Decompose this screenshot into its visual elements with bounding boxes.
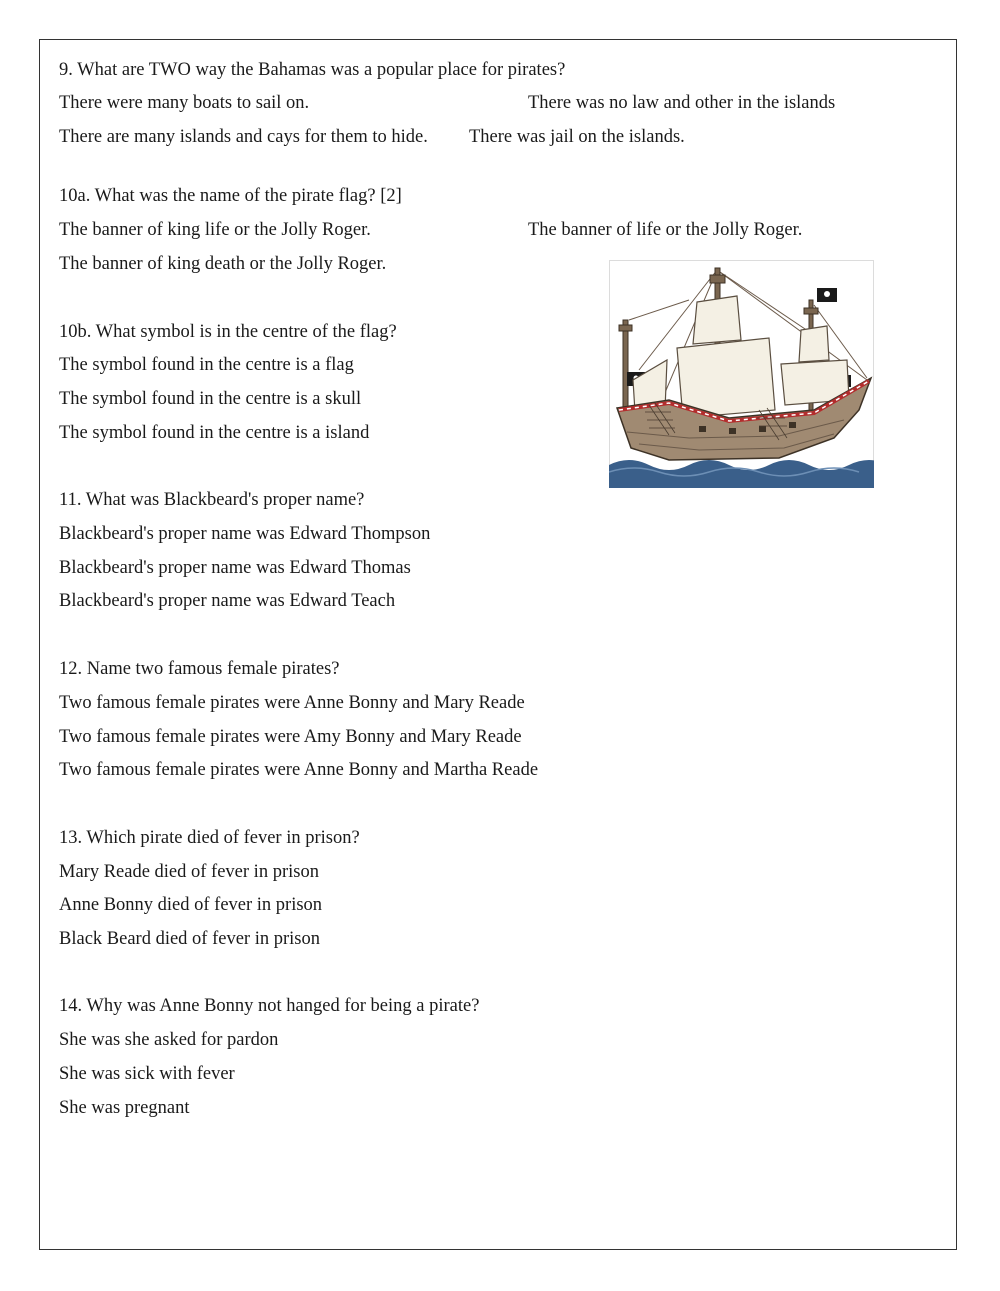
q12-option-1[interactable]: Two famous female pirates were Anne Bonny and Mary Reade [59, 693, 525, 713]
q13-option-3[interactable]: Black Beard died of fever in prison [59, 929, 320, 949]
q10a-option-3[interactable]: The banner of king death or the Jolly Roger. [59, 254, 387, 274]
q11-question: 11. What was Blackbeard's proper name? [59, 490, 365, 510]
q11-option-2[interactable]: Blackbeard's proper name was Edward Thomas [59, 558, 411, 578]
q14-option-1[interactable]: She was she asked for pardon [59, 1030, 279, 1050]
q9-option-4[interactable]: There was jail on the islands. [469, 127, 685, 147]
q10a-question: 10a. What was the name of the pirate flag? [2] [59, 186, 402, 206]
q11-option-1[interactable]: Blackbeard's proper name was Edward Thompson [59, 524, 431, 544]
q12-question: 12. Name two famous female pirates? [59, 659, 340, 679]
q9-option-2[interactable]: There was no law and other in the islands [528, 93, 836, 113]
q14-question: 14. Why was Anne Bonny not hanged for being a pirate? [59, 996, 480, 1016]
q10b-question: 10b. What symbol is in the centre of the flag? [59, 322, 397, 342]
q10a-option-2[interactable]: The banner of life or the Jolly Roger. [528, 220, 803, 240]
q13-question: 13. Which pirate died of fever in prison? [59, 828, 360, 848]
pirate-ship-icon [609, 260, 874, 488]
q13-option-2[interactable]: Anne Bonny died of fever in prison [59, 895, 323, 915]
q14-option-2[interactable]: She was sick with fever [59, 1064, 235, 1084]
q9-option-1[interactable]: There were many boats to sail on. [59, 93, 310, 113]
q10b-option-3[interactable]: The symbol found in the centre is a island [59, 423, 370, 443]
q10a-option-1[interactable]: The banner of king life or the Jolly Roger. [59, 220, 371, 240]
q12-option-3[interactable]: Two famous female pirates were Anne Bonny and Martha Reade [59, 760, 539, 780]
q10b-option-1[interactable]: The symbol found in the centre is a flag [59, 355, 354, 375]
q13-option-1[interactable]: Mary Reade died of fever in prison [59, 862, 319, 882]
q9-option-3[interactable]: There are many islands and cays for them to hide. [59, 127, 428, 147]
q10b-option-2[interactable]: The symbol found in the centre is a skull [59, 389, 362, 409]
q12-option-2[interactable]: Two famous female pirates were Amy Bonny and Mary Reade [59, 727, 522, 747]
q11-option-3[interactable]: Blackbeard's proper name was Edward Teach [59, 591, 396, 611]
q9-question: 9. What are TWO way the Bahamas was a popular place for pirates? [59, 60, 566, 80]
q14-option-3[interactable]: She was pregnant [59, 1098, 190, 1118]
